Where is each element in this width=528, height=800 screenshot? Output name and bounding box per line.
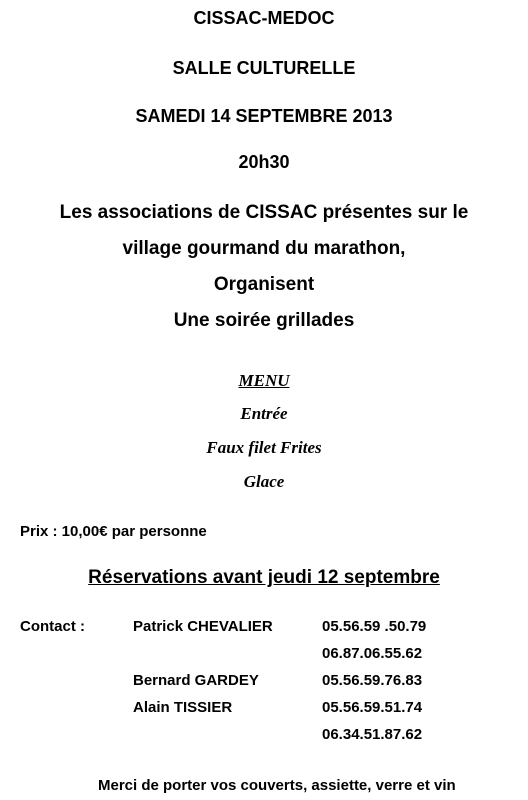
venue-heading: SALLE CULTURELLE: [172, 58, 356, 78]
contact-name-3: Alain TISSIER: [133, 699, 233, 716]
contact-phone-1b: 06.87.06.55.62: [322, 645, 423, 662]
intro-line-3: Organisent: [213, 274, 315, 295]
contact-phone-1a: 05.56.59 .50.79: [322, 618, 427, 635]
menu-title: MENU: [238, 371, 290, 390]
menu-item-main: Faux filet Frites: [206, 438, 322, 457]
town-heading: CISSAC-MEDOC: [193, 8, 335, 28]
intro-line-4: Une soirée grillades: [173, 310, 355, 331]
reservation-deadline: Réservations avant jeudi 12 septembre: [88, 567, 440, 588]
menu-item-starter: Entrée: [240, 404, 288, 423]
contact-name-2: Bernard GARDEY: [133, 672, 259, 689]
price-text: Prix : 10,00€ par personne: [20, 523, 207, 540]
menu-item-dessert: Glace: [243, 472, 285, 491]
date-heading: SAMEDI 14 SEPTEMBRE 2013: [135, 106, 393, 126]
contact-phone-3a: 05.56.59.51.74: [322, 699, 423, 716]
contact-phone-3b: 06.34.51.87.62: [322, 726, 423, 743]
intro-line-1: Les associations de CISSAC présentes sur le: [59, 202, 469, 223]
contact-label: Contact :: [20, 618, 85, 635]
contact-name-1: Patrick CHEVALIER: [133, 618, 273, 635]
contact-phone-2a: 05.56.59.76.83: [322, 672, 423, 689]
intro-line-2: village gourmand du marathon,: [122, 238, 406, 259]
time-heading: 20h30: [238, 152, 290, 172]
footer-note: Merci de porter vos couverts, assiette, verre et vin: [98, 777, 456, 794]
